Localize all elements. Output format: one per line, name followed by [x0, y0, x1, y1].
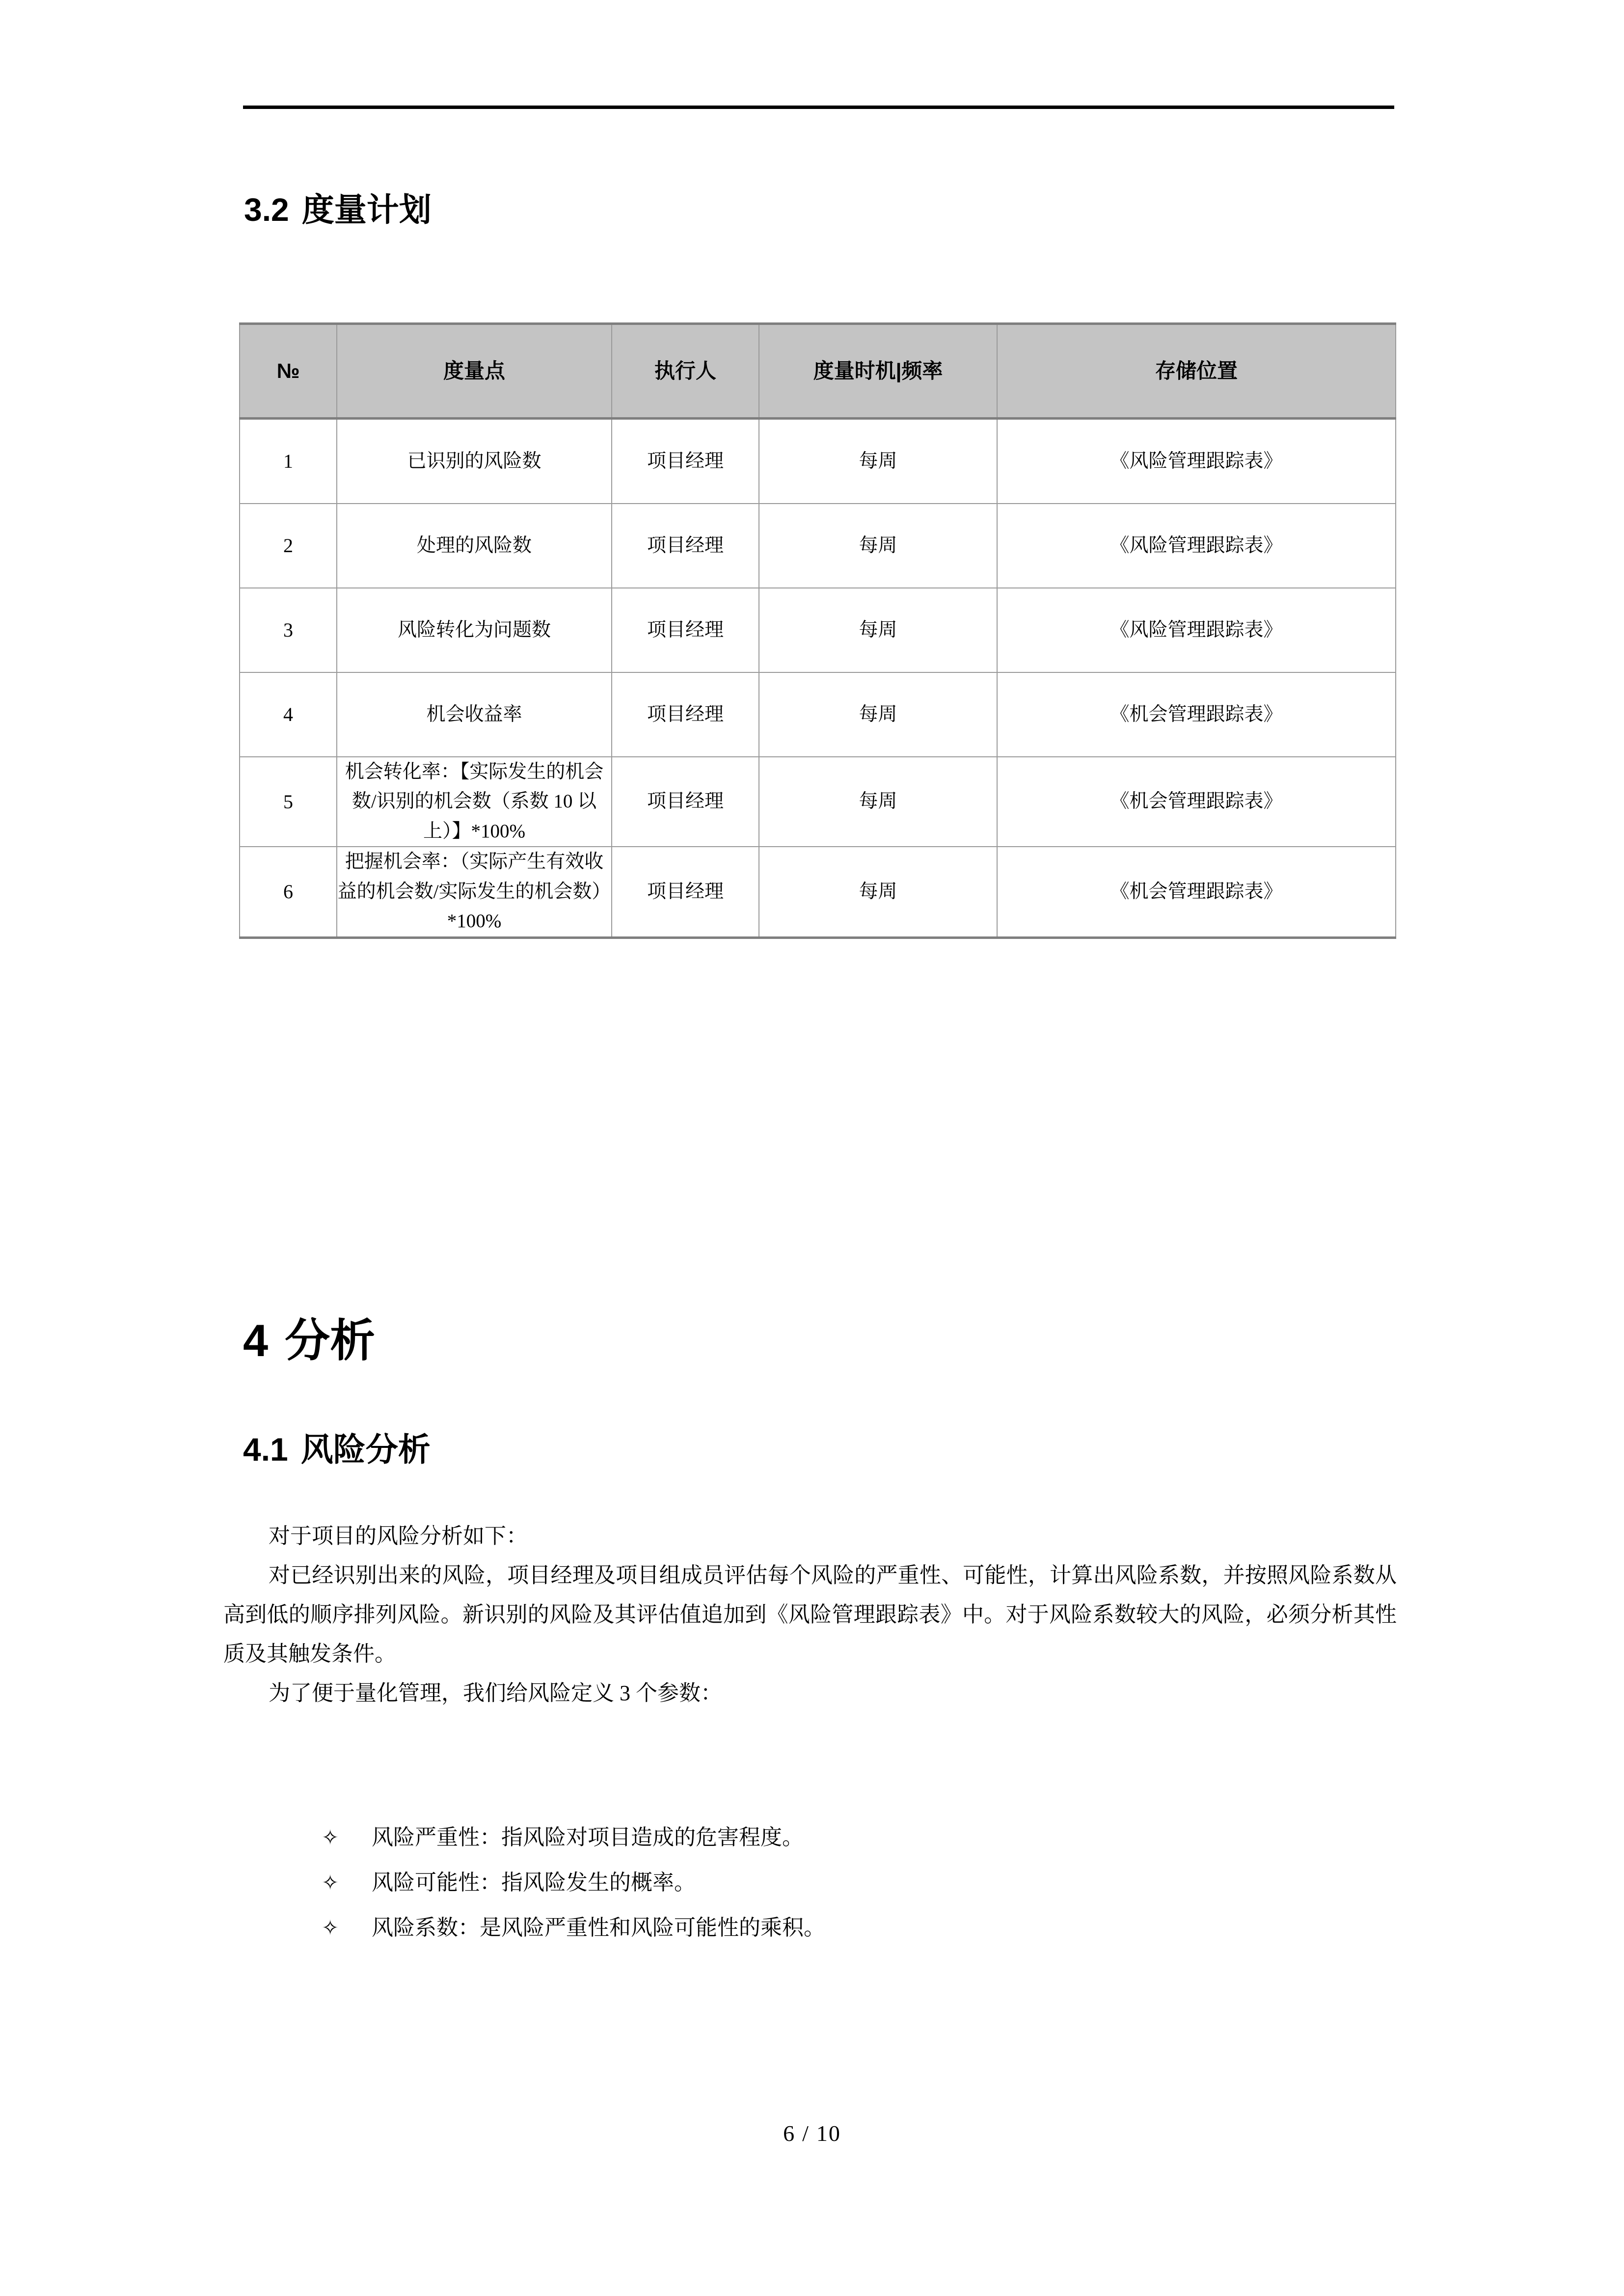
- section-heading-3-2: [244, 190, 432, 229]
- cell-owner: 项目经理: [612, 847, 759, 937]
- table-row: [240, 419, 1396, 504]
- section-title: 风险分析: [300, 1431, 431, 1468]
- cell-no: 5: [240, 757, 337, 847]
- paragraph-risk-analysis: 对已经识别出来的风险，项目经理及项目组成员评估每个风险的严重性、可能性，计算出风险系数，并按照风险系数从高到低的顺序排列风险。新识别的风险及其评估值追加到《风险管理跟踪表》中。对于风险系数较大的风险，必须分析其性质及其触发条件。: [223, 1563, 1397, 1666]
- page-footer: [0, 2120, 1624, 2146]
- footer-separator: /: [802, 2121, 810, 2146]
- cell-frequency: 每周: [759, 588, 997, 672]
- metrics-plan-table: [239, 322, 1396, 939]
- cell-no: 1: [240, 419, 337, 504]
- header-rule: [243, 106, 1394, 109]
- cell-frequency: 每周: [759, 672, 997, 757]
- table-row: [240, 672, 1396, 757]
- cell-point: 处理的风险数: [337, 504, 612, 588]
- cell-point: 机会收益率: [337, 672, 612, 757]
- cell-owner: 项目经理: [612, 757, 759, 847]
- cell-no: 2: [240, 504, 337, 588]
- diamond-bullet-icon: ✧: [322, 1916, 339, 1940]
- cell-frequency: 每周: [759, 757, 997, 847]
- list-item-label: 风险系数：是风险严重性和风险可能性的乘积。: [372, 1916, 825, 1940]
- cell-no: 3: [240, 588, 337, 672]
- cell-storage: 《风险管理跟踪表》: [997, 419, 1396, 504]
- footer-current-page: 6: [783, 2121, 796, 2146]
- section-title: 度量计划: [301, 191, 432, 228]
- table-row: [240, 847, 1396, 937]
- section-heading-4-1: [243, 1423, 431, 1470]
- cell-frequency: 每周: [759, 504, 997, 588]
- column-header-storage: 存储位置: [997, 324, 1396, 419]
- cell-point: 已识别的风险数: [337, 419, 612, 504]
- column-header-frequency: 度量时机|频率: [759, 324, 997, 419]
- column-header-no: №: [240, 324, 337, 419]
- body-text-block: [223, 1517, 1397, 1713]
- section-title: 分析: [285, 1316, 376, 1366]
- cell-owner: 项目经理: [612, 419, 759, 504]
- section-heading-4: [243, 1305, 375, 1369]
- cell-storage: 《风险管理跟踪表》: [997, 588, 1396, 672]
- cell-frequency: 每周: [759, 419, 997, 504]
- list-item: [223, 1815, 1397, 1860]
- cell-storage: 《机会管理跟踪表》: [997, 757, 1396, 847]
- cell-no: 4: [240, 672, 337, 757]
- section-number: 3.2: [244, 191, 289, 228]
- cell-storage: 《机会管理跟踪表》: [997, 847, 1396, 937]
- section-number: 4: [243, 1316, 269, 1366]
- cell-point: 风险转化为问题数: [337, 588, 612, 672]
- cell-no: 6: [240, 847, 337, 937]
- cell-owner: 项目经理: [612, 672, 759, 757]
- paragraph-intro: 对于项目的风险分析如下：: [269, 1524, 528, 1548]
- paragraph-parameters-intro: 为了便于量化管理，我们给风险定义 3 个参数：: [269, 1681, 722, 1705]
- cell-storage: 《风险管理跟踪表》: [997, 504, 1396, 588]
- footer-total-pages: 10: [816, 2121, 841, 2146]
- cell-storage: 《机会管理跟踪表》: [997, 672, 1396, 757]
- diamond-bullet-icon: ✧: [322, 1825, 339, 1849]
- table-header-row: [240, 324, 1396, 419]
- cell-point: 机会转化率：【实际发生的机会数/识别的机会数（系数 10 以上）】*100%: [337, 757, 612, 847]
- diamond-bullet-icon: ✧: [322, 1870, 339, 1895]
- list-item: [223, 1905, 1397, 1950]
- section-number: 4.1: [243, 1431, 288, 1468]
- cell-owner: 项目经理: [612, 588, 759, 672]
- column-header-point: 度量点: [337, 324, 612, 419]
- table-row: [240, 588, 1396, 672]
- risk-parameter-list: [223, 1815, 1397, 1950]
- list-item-label: 风险可能性：指风险发生的概率。: [372, 1870, 696, 1895]
- list-item: [223, 1860, 1397, 1905]
- table-row: [240, 504, 1396, 588]
- list-item-label: 风险严重性：指风险对项目造成的危害程度。: [372, 1825, 804, 1849]
- table-row: [240, 757, 1396, 847]
- cell-owner: 项目经理: [612, 504, 759, 588]
- column-header-owner: 执行人: [612, 324, 759, 419]
- cell-frequency: 每周: [759, 847, 997, 937]
- cell-point: 把握机会率：（实际产生有效收益的机会数/实际发生的机会数）*100%: [337, 847, 612, 937]
